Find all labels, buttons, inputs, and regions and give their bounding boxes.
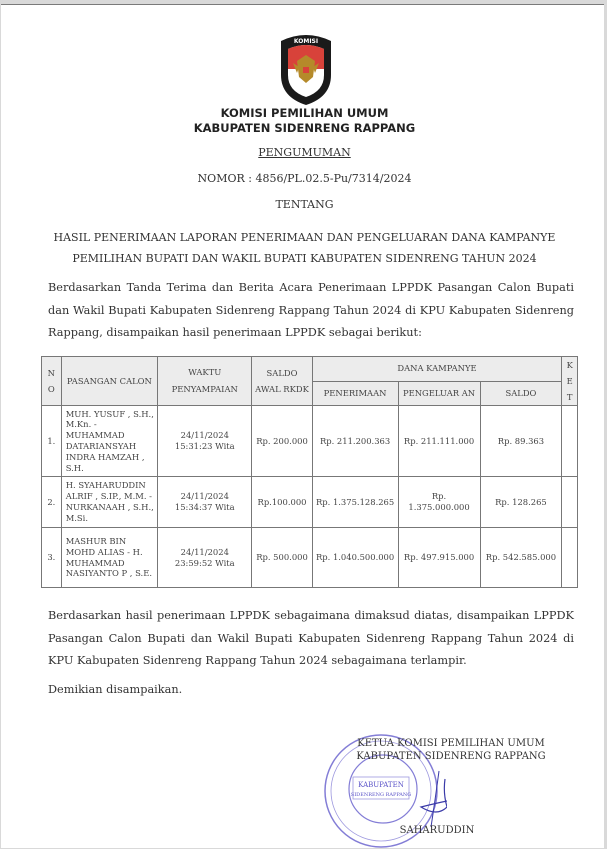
cell-no: 3.	[42, 528, 62, 588]
doc-number: NOMOR : 4856/PL.02.5-Pu/7314/2024	[197, 172, 412, 185]
org-name-line2: KABUPATEN SIDENRENG RAPPANG	[193, 121, 416, 135]
cell-ket	[562, 528, 578, 588]
signatory-name: SAHARUDDIN	[399, 825, 475, 836]
cell-ket	[562, 477, 578, 528]
kpu-emblem-icon	[275, 31, 337, 107]
cell-penerimaan: Rp. 1.375.128.265	[312, 477, 398, 528]
cell-penerimaan: Rp. 1.040.500.000	[312, 528, 398, 588]
header-no: N O	[42, 357, 62, 406]
svg-text:KOMISI: KOMISI	[293, 38, 319, 45]
cell-pengeluaran: Rp. 1.375.000.000	[398, 477, 480, 528]
svg-text:KABUPATEN: KABUPATEN	[358, 781, 404, 789]
cell-pasangan: MUH. YUSUF , S.H., M.Kn. - MUHAMMAD DATARIANSYAH INDRA HAMZAH , S.H.	[61, 406, 157, 477]
cell-penerimaan: Rp. 211.200.363	[312, 406, 398, 477]
cell-ket	[562, 406, 578, 477]
table-row	[42, 528, 578, 588]
subject-line1: HASIL PENERIMAAN LAPORAN PENERIMAAN DAN PENGELUARAN DANA KAMPANYE	[53, 231, 556, 244]
cell-waktu-time: 15:31:23 Wita	[174, 441, 235, 451]
header-waktu: WAKTU PENYAMPAIAN	[158, 357, 252, 406]
signature-title-line2: KABUPATEN SIDENRENG RAPPANG	[356, 751, 546, 762]
org-name-line1: KOMISI PEMILIHAN UMUM	[220, 106, 389, 120]
subject-line2: PEMILIHAN BUPATI DAN WAKIL BUPATI KABUPATEN SIDENRENG TAHUN 2024	[72, 252, 537, 265]
cell-waktu	[158, 477, 252, 528]
table-row	[42, 406, 578, 477]
cell-waktu-date: 24/11/2024	[180, 491, 229, 502]
cell-saldo: Rp. 542.585.000	[480, 528, 562, 588]
cell-saldo-awal: Rp.100.000	[252, 477, 312, 528]
cell-pasangan: MASHUR BIN MOHD ALIAS - H. MUHAMMAD NASIYANTO P , S.E.	[61, 528, 157, 588]
cell-saldo: Rp. 89.363	[480, 406, 562, 477]
cell-saldo: Rp. 128.265	[480, 477, 562, 528]
cell-waktu	[158, 528, 252, 588]
cell-no: 1.	[42, 406, 62, 477]
header-saldo: SALDO	[480, 381, 562, 406]
cell-saldo-awal: Rp. 500.000	[252, 528, 312, 588]
signature-title-line1: KETUA KOMISI PEMILIHAN UMUM	[357, 738, 545, 749]
cell-waktu-date: 24/11/2024	[180, 430, 229, 441]
demikian-text: Demikian disampaikan.	[48, 683, 183, 696]
cell-waktu-time: 23:59:52 Wita	[174, 557, 235, 568]
cell-saldo-awal: Rp. 200.000	[252, 406, 312, 477]
cell-waktu-date: 24/11/2024	[180, 546, 229, 557]
cell-pengeluaran: Rp. 497.915.000	[398, 528, 480, 588]
table-row	[42, 477, 578, 528]
doc-type: PENGUMUMAN	[258, 146, 351, 159]
cell-pengeluaran: Rp. 211.111.000	[398, 406, 480, 477]
cell-waktu	[158, 406, 252, 477]
closing-paragraph: Berdasarkan hasil penerimaan LPPDK sebagaimana dimaksud diatas, disampaikan LPPDK Pasangan Calon Bupati dan Wakil Bupati Kabupaten Sidenreng Rappang Tahun 2024 di KPU Kabupaten Sidenreng Rappang Tahun 2024 sebagaimana terlampir.	[48, 609, 574, 667]
intro-paragraph: Berdasarkan Tanda Terima dan Berita Acara Penerimaan LPPDK Pasangan Calon Bupati dan Wakil Bupati Kabupaten Sidenreng Rappang Tahun 2024 di KPU Kabupaten Sidenreng Rappang, disampaikan hasil penerimaan LPPDK sebagai berikut:	[48, 281, 574, 339]
svg-text:SIDENRENG RAPPANG: SIDENRENG RAPPANG	[350, 792, 412, 798]
cell-no: 2.	[42, 477, 62, 528]
cell-waktu-time: 15:34:37 Wita	[174, 502, 235, 512]
header-penerimaan: PENERIMAAN	[312, 381, 398, 406]
campaign-fund-table	[41, 356, 578, 588]
cell-pasangan: H. SYAHARUDDIN ALRIF , S.IP., M.M. - NURKANAAH , S.H., M.Si.	[61, 477, 157, 528]
tentang-label: TENTANG	[275, 198, 334, 211]
header-pasangan: PASANGAN CALON	[61, 357, 157, 406]
header-saldo-awal: SALDO AWAL RKDK	[252, 357, 312, 406]
header-ket: K E T	[562, 357, 578, 406]
header-pengeluaran: PENGELUAR AN	[398, 381, 480, 406]
header-dana-kampanye: DANA KAMPANYE	[312, 357, 562, 382]
document-page	[1, 4, 604, 848]
